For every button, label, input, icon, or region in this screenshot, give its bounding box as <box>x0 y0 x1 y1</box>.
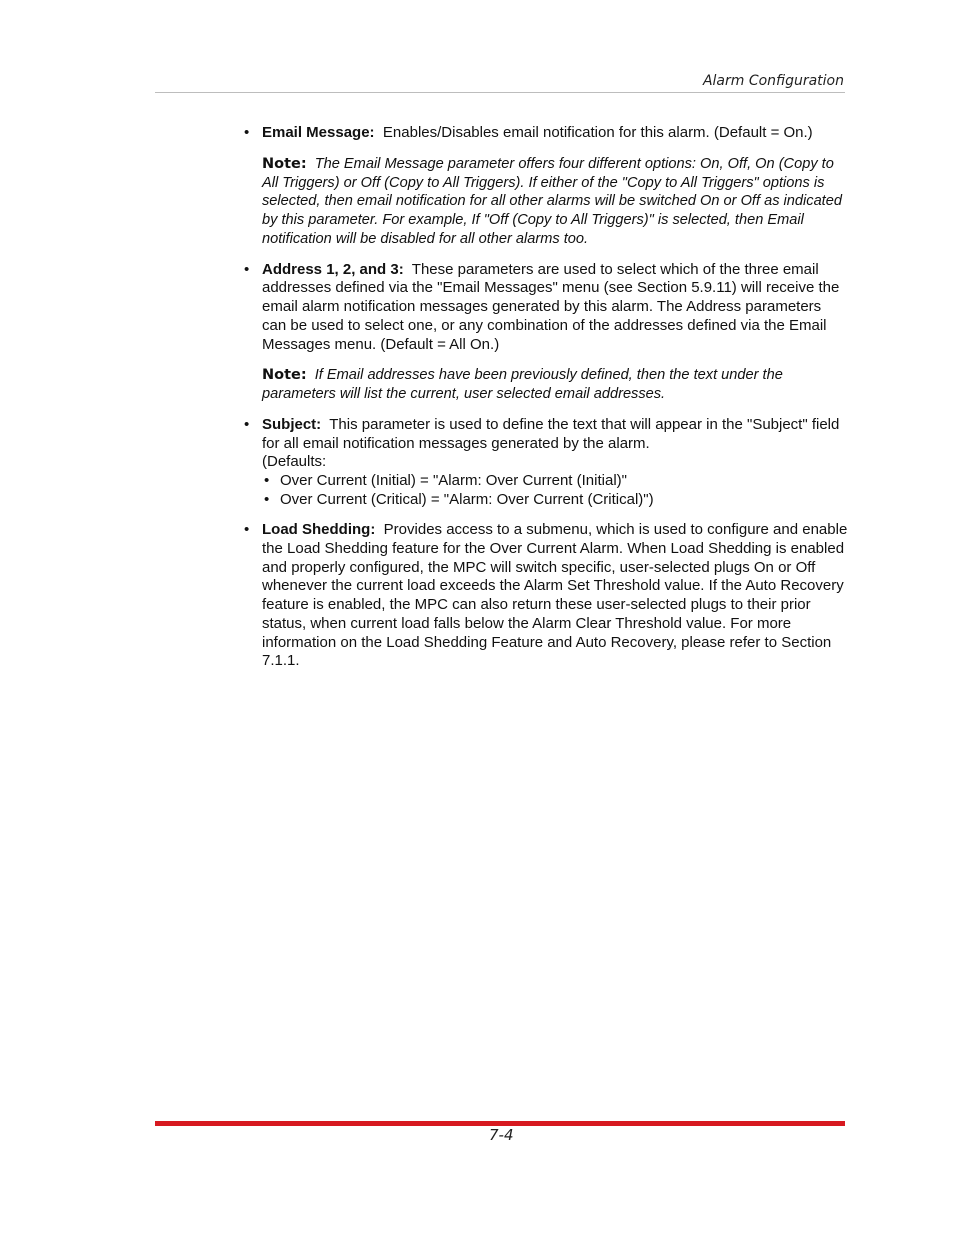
list-item-subject <box>244 416 849 510</box>
list-item-email-message <box>244 124 849 249</box>
list-item-paragraph <box>262 416 849 453</box>
list-item-term: Load Shedding: <box>262 521 376 539</box>
sub-list-item-text: Over Current (Critical) = "Alarm: Over Current (Critical)") <box>280 490 654 508</box>
list-item-address <box>244 261 849 404</box>
list-item-text: This parameter is used to define the text that will appear in the "Subject" field for all email notification messages generated by the alarm. <box>262 415 840 452</box>
list-item-text: These parameters are used to select which of the three email addresses defined via the "Email Messages" menu (see Section 5.9.11) will receive the email alarm notification messages generated by this alarm. The Address parameters can be used to select one, or any combination of the addresses defined via the Email Messages menu. (Default = All On.) <box>262 260 840 353</box>
list-item-paragraph <box>262 261 849 355</box>
document-body <box>244 124 849 671</box>
list-item-text: Enables/Disables email notification for this alarm. (Default = On.) <box>382 124 813 141</box>
defaults-label: (Defaults: <box>262 453 327 471</box>
note-text: The Email Message parameter offers four different options: On, Off, On (Copy to All Triggers) or Off (Copy to All Triggers). If either of the "Copy to All Triggers" options is selected, then email notification for all other alarms will be switched On or Off as indicated by this parameter. For example, If "Off (Copy to All Triggers)" is selected, then Email notification will be disabled for all other alarms too. <box>262 155 842 247</box>
list-item-term: Subject: <box>262 415 322 433</box>
list-item-paragraph <box>262 124 849 143</box>
running-header-title: Alarm Configuration <box>702 73 844 89</box>
sub-list-item-text: Over Current (Initial) = "Alarm: Over Current (Initial)" <box>280 471 627 489</box>
note-paragraph <box>262 155 849 249</box>
page-number: 7-4 <box>489 1126 514 1144</box>
bullet-icon: • <box>244 521 250 539</box>
bullet-icon: • <box>244 415 250 433</box>
list-item-term: Address 1, 2, and 3: <box>262 260 404 278</box>
list-item-paragraph <box>262 521 849 671</box>
bullet-icon: • <box>264 471 270 489</box>
list-item-load-shedding <box>244 521 849 671</box>
list-item-term: Email Message: <box>262 124 375 141</box>
header-divider <box>155 92 845 93</box>
note-text: If Email addresses have been previously defined, then the text under the parameters will list the current, user selected email addresses. <box>262 367 783 402</box>
bullet-icon: • <box>264 490 270 508</box>
sub-list-item <box>262 491 849 510</box>
list-item-text: Provides access to a submenu, which is used to configure and enable the Load Shedding feature for the Over Current Alarm. When Load Shedding is enabled and properly configured, the MPC will switch specific, user-selected plugs On or Off whenever the current load exceeds the Alarm Set Threshold value. If the Auto Recovery feature is enabled, the MPC can also return these user-selected plugs to their prior status, when current load falls below the Alarm Clear Threshold value. For more information on the Load Shedding Feature and Auto Recovery, please refer to Section 7.1.1. <box>262 521 848 670</box>
note-paragraph <box>262 366 849 404</box>
note-label: Note: <box>262 155 307 172</box>
note-label: Note: <box>262 367 307 384</box>
bullet-icon: • <box>244 260 250 278</box>
sub-list-item <box>262 472 849 491</box>
bullet-icon: • <box>244 124 250 141</box>
